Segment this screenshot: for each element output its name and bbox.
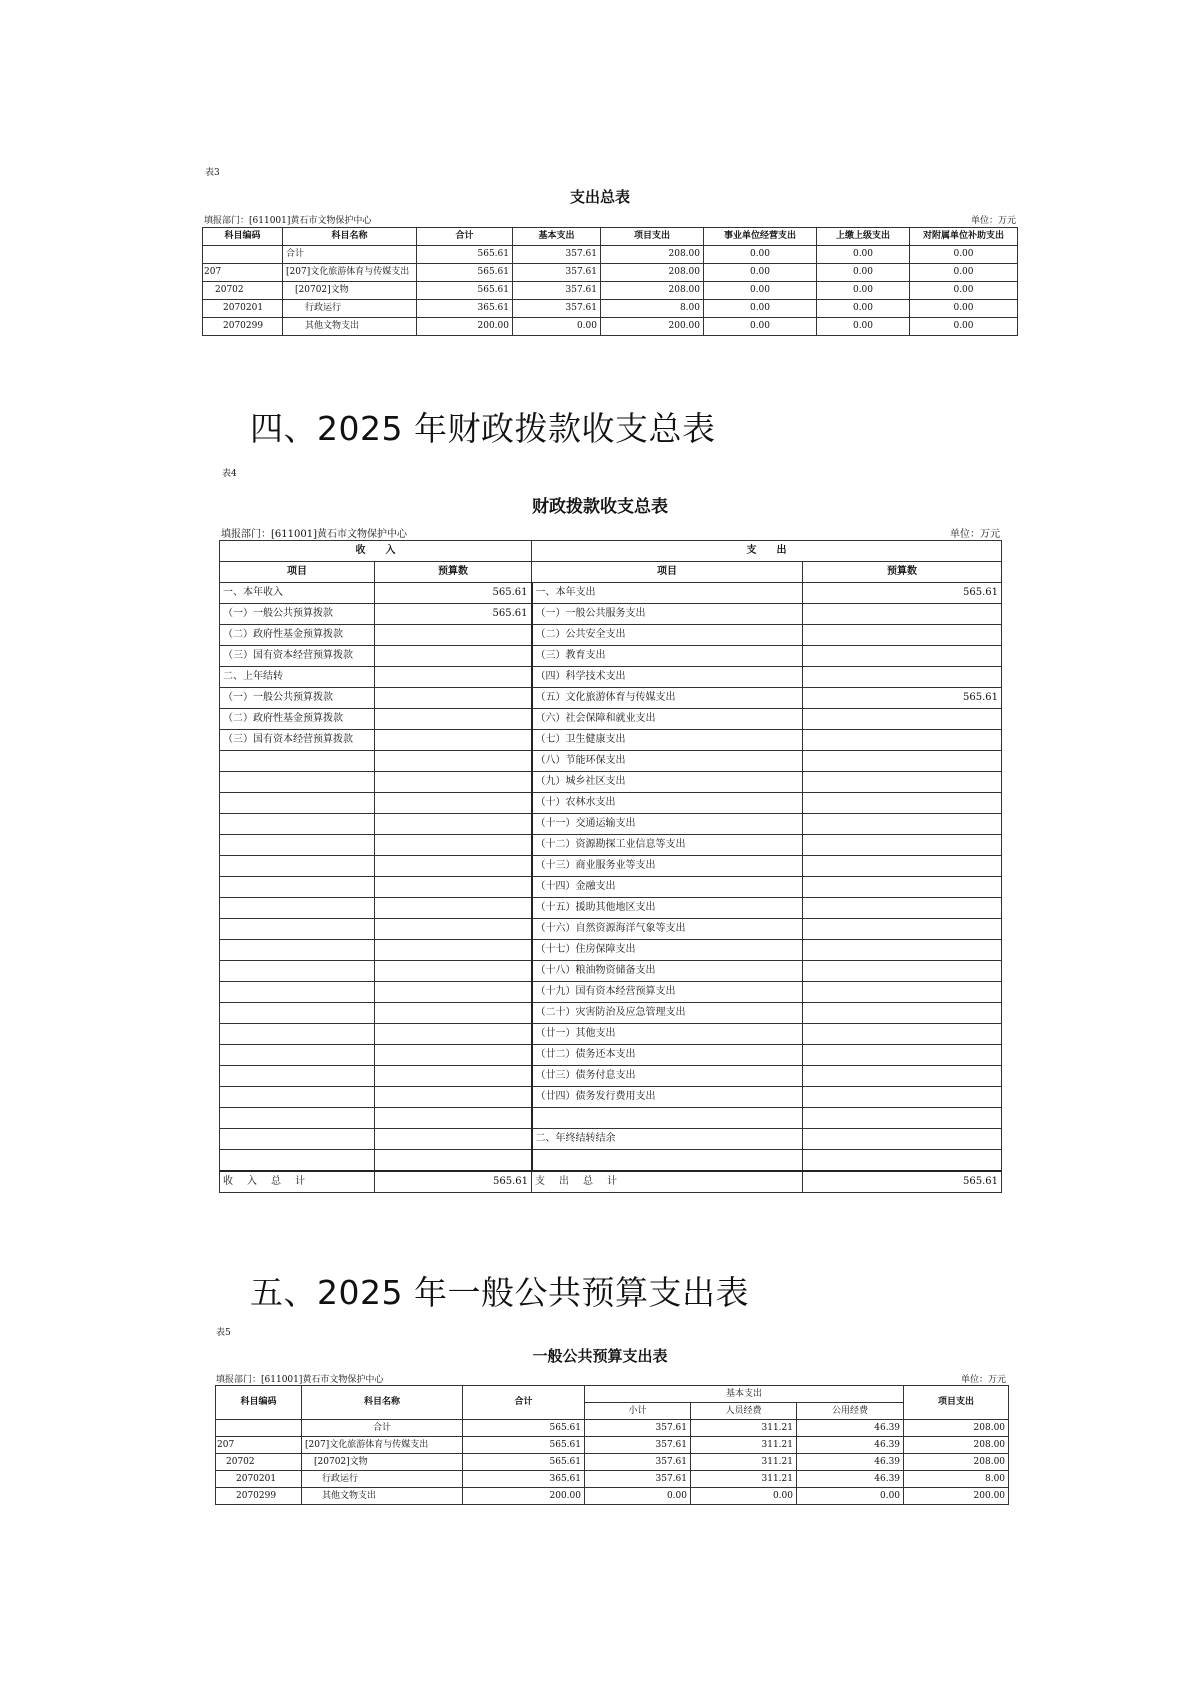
t3-total: 200.00 (417, 318, 513, 336)
t4-out-item: （七）卫生健康支出 (532, 730, 803, 751)
t4-out-item: （廿三）债务付息支出 (532, 1066, 803, 1087)
t4-in-item (220, 1108, 375, 1129)
t4-in-item (220, 898, 375, 919)
t4-in-item (220, 772, 375, 793)
t5-sub: 0.00 (585, 1488, 691, 1505)
t3-project: 208.00 (601, 264, 704, 282)
t4-in-val (375, 688, 532, 709)
t4-in-item (220, 982, 375, 1003)
t4-in-item (220, 1066, 375, 1087)
t4-in-item (220, 751, 375, 772)
t5-h-sub: 小计 (585, 1403, 691, 1420)
t3-total: 565.61 (417, 246, 513, 264)
t3-project: 208.00 (601, 282, 704, 300)
t5-public: 46.39 (797, 1420, 904, 1437)
t4-out-val (803, 814, 1002, 835)
t3-biz: 0.00 (704, 264, 817, 282)
t3-name: [207]文化旅游体育与传媒支出 (283, 264, 417, 282)
t5-h-project: 项目支出 (904, 1386, 1009, 1420)
t5-h-total: 合计 (463, 1386, 585, 1420)
t4-out-item: （十一）交通运输支出 (532, 814, 803, 835)
table-row (203, 246, 1018, 264)
t3-upper: 0.00 (817, 318, 910, 336)
table-row (220, 709, 1002, 730)
t5-project: 208.00 (904, 1454, 1009, 1471)
t4-income-header: 收 入 (220, 541, 532, 562)
t5-h-personnel: 人员经费 (691, 1403, 797, 1420)
t4-out-item: （廿一）其他支出 (532, 1024, 803, 1045)
t4-in-val (375, 940, 532, 961)
t4-out-val (803, 1108, 1002, 1129)
t4-out-item: 二、年终结转结余 (532, 1129, 803, 1150)
t5-total: 365.61 (463, 1471, 585, 1488)
t4-out-item: （一）一般公共服务支出 (532, 604, 803, 625)
t3-upper: 0.00 (817, 300, 910, 318)
t3-basic: 357.61 (513, 300, 601, 318)
t3-sub: 0.00 (910, 246, 1018, 264)
t4-in-val (375, 835, 532, 856)
t4-out-item: （六）社会保障和就业支出 (532, 709, 803, 730)
t3-upper: 0.00 (817, 264, 910, 282)
t3-h-name: 科目名称 (283, 228, 417, 246)
t4-out-item (532, 1150, 803, 1172)
t5-sub: 357.61 (585, 1454, 691, 1471)
t3-code: 2070299 (203, 318, 283, 336)
table-row (220, 1066, 1002, 1087)
t5-total: 565.61 (463, 1437, 585, 1454)
t4-in-val (375, 1087, 532, 1108)
table3-unit: 单位：万元 (970, 216, 1016, 226)
t4-out-val (803, 772, 1002, 793)
t4-out-val (803, 1045, 1002, 1066)
table-row (216, 1471, 1009, 1488)
t5-h-code: 科目编码 (216, 1386, 302, 1420)
t4-in-item: （三）国有资本经营预算拨款 (220, 646, 375, 667)
table-row (220, 1087, 1002, 1108)
t3-h-sub: 对附属单位补助支出 (910, 228, 1018, 246)
t4-in-val (375, 772, 532, 793)
t4-out-item: （四）科学技术支出 (532, 667, 803, 688)
t5-name: [207]文化旅游体育与传媒支出 (302, 1437, 463, 1454)
t5-personnel: 311.21 (691, 1471, 797, 1488)
t4-out-val (803, 940, 1002, 961)
t3-basic: 357.61 (513, 264, 601, 282)
t4-out-item: （十二）资源勘探工业信息等支出 (532, 835, 803, 856)
section-heading-5: 五、2025 年一般公共预算支出表 (250, 1273, 749, 1312)
table5-header-row-1 (216, 1386, 1009, 1403)
t3-h-biz: 事业单位经营支出 (704, 228, 817, 246)
t4-in-val (375, 1108, 532, 1129)
table-row (220, 898, 1002, 919)
t4-in-item: 二、上年结转 (220, 667, 375, 688)
table5-dept: 填报部门：[611001]黄石市文物保护中心 (216, 1375, 384, 1385)
t4-in-val (375, 961, 532, 982)
table-row (220, 772, 1002, 793)
t4-in-val (375, 982, 532, 1003)
t5-code: 2070299 (216, 1488, 302, 1505)
t5-name: 行政运行 (302, 1471, 463, 1488)
t4-out-val (803, 1087, 1002, 1108)
table4-header-row (220, 562, 1002, 583)
t3-biz: 0.00 (704, 246, 817, 264)
t4-in-item (220, 1024, 375, 1045)
t4-out-val (803, 646, 1002, 667)
table-row (220, 877, 1002, 898)
t3-code: 20702 (203, 282, 283, 300)
t3-h-basic: 基本支出 (513, 228, 601, 246)
t5-name: [20702]文物 (302, 1454, 463, 1471)
t4-in-item (220, 940, 375, 961)
t4-in-val (375, 730, 532, 751)
t4-total-in-val: 565.61 (375, 1171, 532, 1193)
t4-out-item (532, 1108, 803, 1129)
table3-label: 表3 (205, 168, 220, 178)
t4-in-val (375, 667, 532, 688)
t3-upper: 0.00 (817, 246, 910, 264)
t5-personnel: 0.00 (691, 1488, 797, 1505)
t3-name: 行政运行 (283, 300, 417, 318)
t4-out-item: （十八）粮油物资储备支出 (532, 961, 803, 982)
t4-in-val (375, 1150, 532, 1172)
table-row (220, 814, 1002, 835)
table-row (220, 688, 1002, 709)
table-row (203, 318, 1018, 336)
table4-unit: 单位：万元 (950, 529, 1000, 540)
t3-total: 565.61 (417, 282, 513, 300)
t3-sub: 0.00 (910, 282, 1018, 300)
t4-in-val (375, 1024, 532, 1045)
t4-out-val (803, 835, 1002, 856)
t3-h-code: 科目编码 (203, 228, 283, 246)
t4-in-val (375, 625, 532, 646)
t4-out-val (803, 1150, 1002, 1172)
table-row (216, 1420, 1009, 1437)
t4-in-val (375, 919, 532, 940)
t4-out-val (803, 709, 1002, 730)
t4-out-item: （廿二）债务还本支出 (532, 1045, 803, 1066)
t4-out-item: （十三）商业服务业等支出 (532, 856, 803, 877)
t3-h-project: 项目支出 (601, 228, 704, 246)
fiscal-appropriation-summary-table (219, 540, 1002, 1193)
t4-in-val (375, 709, 532, 730)
t5-sub: 357.61 (585, 1437, 691, 1454)
t3-project: 200.00 (601, 318, 704, 336)
t4-in-item (220, 1003, 375, 1024)
t4-out-item: （五）文化旅游体育与传媒支出 (532, 688, 803, 709)
t4-in-val (375, 877, 532, 898)
expenditure-summary-table (202, 227, 1018, 336)
table-row (220, 667, 1002, 688)
t5-public: 46.39 (797, 1437, 904, 1454)
t5-project: 208.00 (904, 1437, 1009, 1454)
table4-title: 财政拨款收支总表 (532, 497, 668, 517)
t4-out-val (803, 898, 1002, 919)
t3-name: 合计 (283, 246, 417, 264)
t5-h-basic: 基本支出 (585, 1386, 904, 1403)
t4-out-item: （十七）住房保障支出 (532, 940, 803, 961)
table4-label: 表4 (222, 469, 237, 479)
t5-project: 200.00 (904, 1488, 1009, 1505)
table-row (220, 1108, 1002, 1129)
table-row (220, 730, 1002, 751)
t4-out-val (803, 877, 1002, 898)
t4-out-val (803, 604, 1002, 625)
table-row (220, 793, 1002, 814)
t4-out-item: （十五）援助其他地区支出 (532, 898, 803, 919)
table-row (220, 982, 1002, 1003)
t4-in-val (375, 814, 532, 835)
t4-in-item (220, 961, 375, 982)
t5-total: 200.00 (463, 1488, 585, 1505)
t5-code: 20702 (216, 1454, 302, 1471)
t4-total-out-val: 565.61 (803, 1171, 1002, 1193)
general-public-budget-expenditure-table (215, 1385, 1009, 1505)
t5-code: 207 (216, 1437, 302, 1454)
t5-name: 合计 (302, 1420, 463, 1437)
t4-out-val (803, 793, 1002, 814)
t3-basic: 357.61 (513, 282, 601, 300)
t4-in-item (220, 1150, 375, 1172)
t4-in-val (375, 856, 532, 877)
t4-out-item: （十四）金融支出 (532, 877, 803, 898)
t4-out-val (803, 982, 1002, 1003)
t5-personnel: 311.21 (691, 1437, 797, 1454)
table-row (220, 835, 1002, 856)
table-row (220, 751, 1002, 772)
t4-in-item (220, 877, 375, 898)
table-row (220, 1045, 1002, 1066)
t4-out-item: （八）节能环保支出 (532, 751, 803, 772)
table-row (203, 282, 1018, 300)
table-row (220, 856, 1002, 877)
t4-out-val (803, 751, 1002, 772)
table3-header-row (203, 228, 1018, 246)
t4-in-item: 一、本年收入 (220, 583, 375, 604)
t4-out-val (803, 625, 1002, 646)
t4-in-val (375, 1045, 532, 1066)
table-row (220, 1150, 1002, 1172)
table5-title: 一般公共预算支出表 (532, 1347, 668, 1365)
t4-out-item: （九）城乡社区支出 (532, 772, 803, 793)
table-row (220, 1003, 1002, 1024)
table-row (220, 961, 1002, 982)
t5-personnel: 311.21 (691, 1420, 797, 1437)
t4-out-val (803, 961, 1002, 982)
t3-total: 365.61 (417, 300, 513, 318)
t5-name: 其他文物支出 (302, 1488, 463, 1505)
t3-sub: 0.00 (910, 318, 1018, 336)
t3-name: 其他文物支出 (283, 318, 417, 336)
t5-public: 46.39 (797, 1471, 904, 1488)
t3-basic: 0.00 (513, 318, 601, 336)
t4-out-val (803, 856, 1002, 877)
table-row (220, 604, 1002, 625)
table3-dept: 填报部门：[611001]黄石市文物保护中心 (204, 216, 372, 226)
t4-out-val (803, 730, 1002, 751)
t4-in-val (375, 1003, 532, 1024)
t4-total-in-label: 收 入 总 计 (220, 1171, 375, 1193)
t4-in-val: 565.61 (375, 583, 532, 604)
table3-title: 支出总表 (569, 188, 630, 206)
t4-h-out-budget: 预算数 (803, 562, 1002, 583)
t3-biz: 0.00 (704, 282, 817, 300)
t4-in-item: （一）一般公共预算拨款 (220, 688, 375, 709)
t5-total: 565.61 (463, 1420, 585, 1437)
t4-h-in-budget: 预算数 (375, 562, 532, 583)
table5-label: 表5 (216, 1328, 231, 1338)
t3-basic: 357.61 (513, 246, 601, 264)
t5-sub: 357.61 (585, 1471, 691, 1488)
t5-public: 0.00 (797, 1488, 904, 1505)
t4-in-val (375, 646, 532, 667)
t4-in-item: （三）国有资本经营预算拨款 (220, 730, 375, 751)
t3-project: 208.00 (601, 246, 704, 264)
t3-sub: 0.00 (910, 300, 1018, 318)
t4-out-item: （十九）国有资本经营预算支出 (532, 982, 803, 1003)
t3-h-upper: 上缴上级支出 (817, 228, 910, 246)
t5-public: 46.39 (797, 1454, 904, 1471)
t5-code (216, 1420, 302, 1437)
t5-project: 8.00 (904, 1471, 1009, 1488)
t4-out-val (803, 1129, 1002, 1150)
t4-out-val (803, 919, 1002, 940)
t4-in-item (220, 835, 375, 856)
t5-code: 2070201 (216, 1471, 302, 1488)
table-row (216, 1454, 1009, 1471)
table4-total-row (220, 1171, 1002, 1193)
t4-out-val (803, 1003, 1002, 1024)
t4-out-item: （三）教育支出 (532, 646, 803, 667)
table-row (203, 300, 1018, 318)
t4-in-val (375, 751, 532, 772)
table4-dept: 填报部门：[611001]黄石市文物保护中心 (221, 529, 407, 540)
t4-in-item: （二）政府性基金预算拨款 (220, 709, 375, 730)
t5-total: 565.61 (463, 1454, 585, 1471)
t4-out-val (803, 1066, 1002, 1087)
t4-in-item: （一）一般公共预算拨款 (220, 604, 375, 625)
t4-out-val (803, 1024, 1002, 1045)
t4-out-item: （二十）灾害防治及应急管理支出 (532, 1003, 803, 1024)
t4-out-val: 565.61 (803, 688, 1002, 709)
table-row (220, 940, 1002, 961)
t3-code: 2070201 (203, 300, 283, 318)
table-row (220, 1129, 1002, 1150)
t4-in-item (220, 793, 375, 814)
t5-h-public: 公用经费 (797, 1403, 904, 1420)
t5-sub: 357.61 (585, 1420, 691, 1437)
t4-in-val (375, 1129, 532, 1150)
t4-in-val (375, 1066, 532, 1087)
t4-out-val: 565.61 (803, 583, 1002, 604)
t4-out-item: （廿四）债务发行费用支出 (532, 1087, 803, 1108)
section-heading-4: 四、2025 年财政拨款收支总表 (250, 409, 716, 448)
t4-out-item: 一、本年支出 (532, 583, 803, 604)
table-row (216, 1488, 1009, 1505)
t3-project: 8.00 (601, 300, 704, 318)
t4-total-out-label: 支 出 总 计 (532, 1171, 803, 1193)
t4-out-item: （十）农林水支出 (532, 793, 803, 814)
t4-in-item (220, 1087, 375, 1108)
t5-h-name: 科目名称 (302, 1386, 463, 1420)
table-row (203, 264, 1018, 282)
t4-in-item (220, 814, 375, 835)
t4-out-val (803, 667, 1002, 688)
t5-personnel: 311.21 (691, 1454, 797, 1471)
t3-biz: 0.00 (704, 318, 817, 336)
t3-name: [20702]文物 (283, 282, 417, 300)
table-row (220, 583, 1002, 604)
t3-upper: 0.00 (817, 282, 910, 300)
t4-in-val (375, 898, 532, 919)
t4-h-in-item: 项目 (220, 562, 375, 583)
table-row (220, 1024, 1002, 1045)
t4-in-item (220, 1045, 375, 1066)
t3-sub: 0.00 (910, 264, 1018, 282)
t4-out-item: （十六）自然资源海洋气象等支出 (532, 919, 803, 940)
t4-h-out-item: 项目 (532, 562, 803, 583)
table-row (220, 625, 1002, 646)
t4-in-item: （二）政府性基金预算拨款 (220, 625, 375, 646)
t5-project: 208.00 (904, 1420, 1009, 1437)
t3-h-total: 合计 (417, 228, 513, 246)
t4-in-val: 565.61 (375, 604, 532, 625)
t3-code (203, 246, 283, 264)
t4-out-item: （二）公共安全支出 (532, 625, 803, 646)
t3-biz: 0.00 (704, 300, 817, 318)
t4-in-item (220, 1129, 375, 1150)
table-row (216, 1437, 1009, 1454)
t4-expense-header: 支 出 (532, 541, 1002, 562)
table-row (220, 919, 1002, 940)
t4-in-item (220, 856, 375, 877)
table-row (220, 646, 1002, 667)
t4-in-item (220, 919, 375, 940)
t3-total: 565.61 (417, 264, 513, 282)
table4-group-row (220, 541, 1002, 562)
t3-code: 207 (203, 264, 283, 282)
t4-in-val (375, 793, 532, 814)
table5-unit: 单位：万元 (960, 1375, 1006, 1385)
